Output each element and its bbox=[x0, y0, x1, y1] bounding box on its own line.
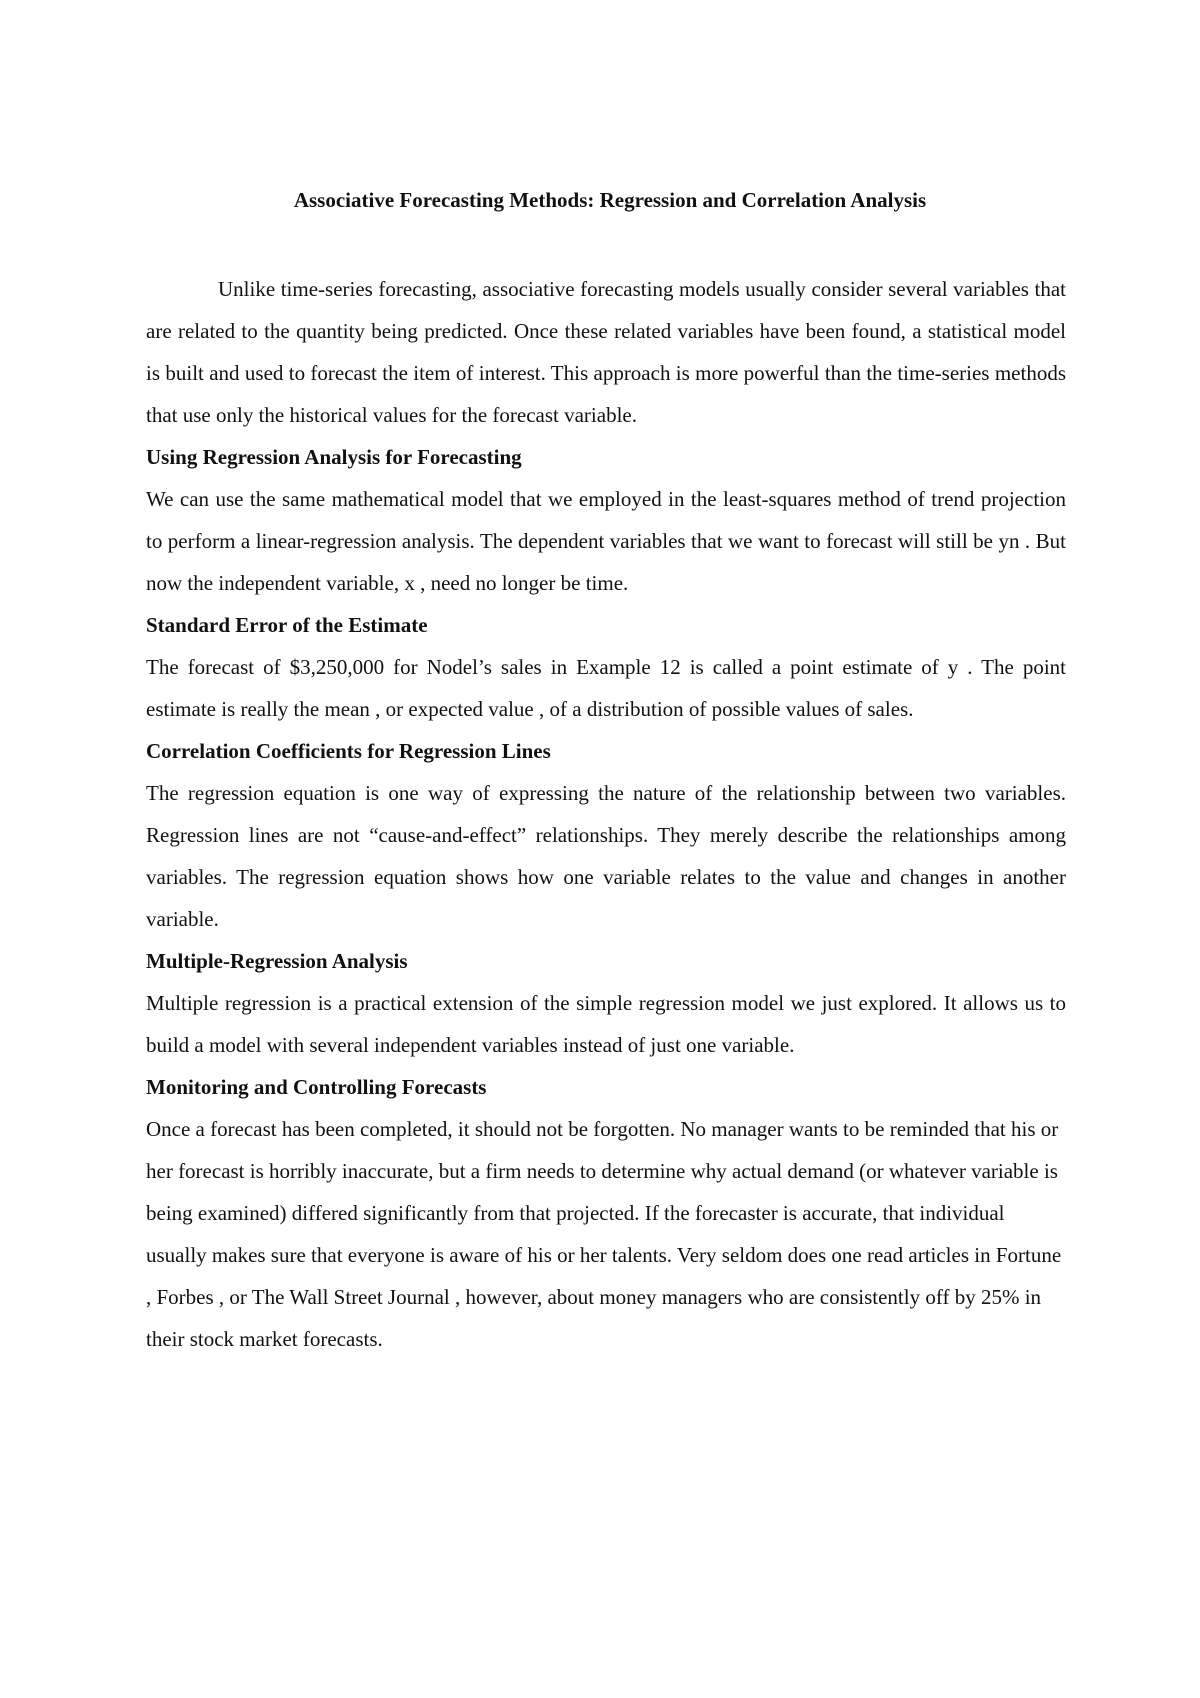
section-paragraph: The regression equation is one way of expressing the nature of the relationship between two variables. Regression lines are not “cause-and-effect” relationships. They merely describe the relationships among variables. The regression equation shows how one variable relates to the value and changes in another variable. bbox=[146, 781, 1066, 931]
section-heading: Multiple-Regression Analysis bbox=[146, 949, 408, 973]
section-heading: Monitoring and Controlling Forecasts bbox=[146, 1075, 487, 1099]
section-paragraph: We can use the same mathematical model that we employed in the least-squares method of trend projection to perform a linear-regression analysis. The dependent variables that we want to forecast will still be yn . But now the independent variable, x , need no longer be time. bbox=[146, 487, 1066, 595]
section-paragraph: Multiple regression is a practical extension of the simple regression model we just explored. It allows us to build a model with several independent variables instead of just one variable. bbox=[146, 991, 1066, 1057]
document-body bbox=[146, 186, 1066, 1360]
section-heading: Standard Error of the Estimate bbox=[146, 613, 428, 637]
section-heading: Correlation Coefficients for Regression Lines bbox=[146, 739, 551, 763]
section-multiple-regression bbox=[146, 940, 1066, 1066]
section-paragraph: The forecast of $3,250,000 for Nodel’s sales in Example 12 is called a point estimate of y . The point estimate is really the mean , or expected value , of a distribution of possible values of sales. bbox=[146, 655, 1066, 721]
document-title: Associative Forecasting Methods: Regression and Correlation Analysis bbox=[293, 188, 927, 212]
intro-paragraph: Unlike time-series forecasting, associative forecasting models usually consider several variables that are related to the quantity being predicted. Once these related variables have been found, a statistical model is built and used to forecast the item of interest. This approach is more powerful than the time-series methods that use only the historical values for the forecast variable. bbox=[146, 277, 1066, 427]
section-monitoring-forecasts bbox=[146, 1066, 1066, 1360]
section-paragraph: Once a forecast has been completed, it should not be forgotten. No manager wants to be reminded that his or her forecast is horribly inaccurate, but a firm needs to determine why actual demand (or whatever variable is being examined) differed significantly from that projected. If the forecaster is accurate, that individual usually makes sure that everyone is aware of his or her talents. Very seldom does one read articles in Fortune , Forbes , or The Wall Street Journal , however, about money managers who are consistently off by 25% in their stock market forecasts. bbox=[146, 1117, 1062, 1351]
section-heading: Using Regression Analysis for Forecasting bbox=[146, 445, 522, 469]
section-regression-forecasting bbox=[146, 436, 1066, 604]
section-standard-error bbox=[146, 604, 1066, 730]
section-correlation-coefficients bbox=[146, 730, 1066, 940]
